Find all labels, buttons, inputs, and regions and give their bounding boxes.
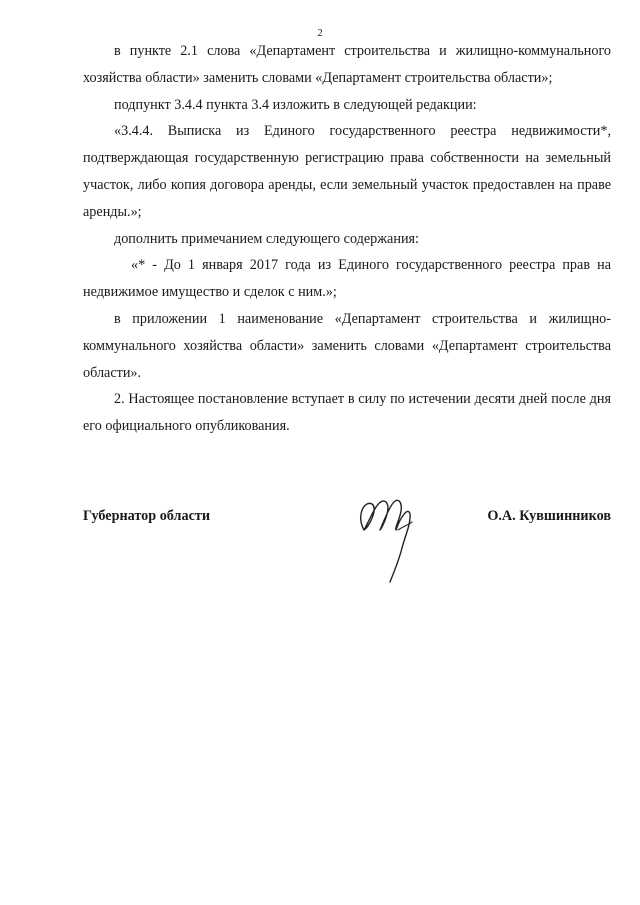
handwritten-signature [350,486,420,586]
paragraph-effective-date: 2. Настоящее постановление вступает в силу по истечении десяти дней после дня его официального опубликования. [83,391,611,435]
signature-block [83,502,611,602]
paragraph-subpoint-intro: подпункт 3.4.4 пункта 3.4 изложить в следующей редакции: [114,96,477,113]
paragraph-appendix-amend: в приложении 1 наименование «Департамент строительства и жилищно-коммунального хозяйства области» заменить словами «Департамент строительства области». [83,310,611,381]
paragraph-amend-2-1: в пункте 2.1 слова «Департамент строительства и жилищно-коммунального хозяйства области» заменить словами «Департамент строительства области»; [83,43,611,86]
signatory-name: О.А. Кувшинников [487,508,611,524]
document-body [83,38,611,440]
paragraph-note-text: «* - До 1 января 2017 года из Единого государственного реестра прав на недвижимое имущество и сделок с ним.»; [83,257,611,301]
page-number: 2 [317,27,323,39]
paragraph-note-intro: дополнить примечанием следующего содержания: [114,230,420,247]
paragraph-subpoint-3-4-4: «3.4.4. Выписка из Единого государственного реестра недвижимости*, подтверждающая государственную регистрацию права собственности на земельный участок, либо копия договора аренды, если земельный участок предоставлен на праве аренды.»; [83,123,611,220]
signatory-title: Губернатор области [83,508,211,524]
